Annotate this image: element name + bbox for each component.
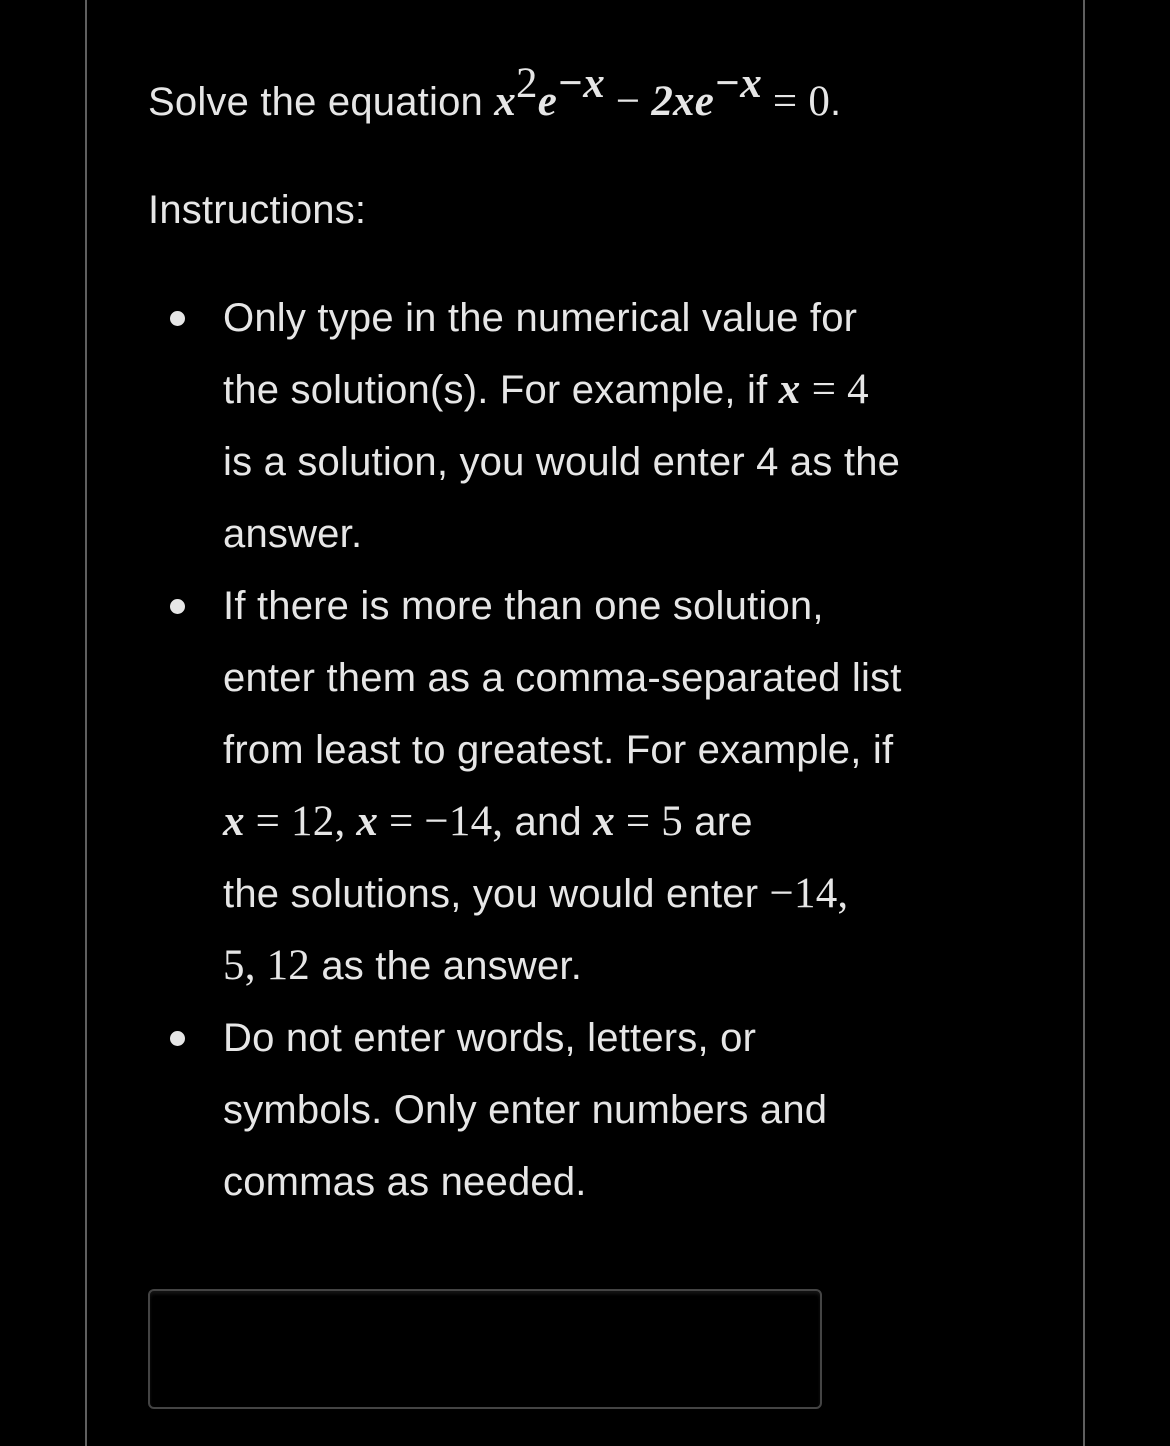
- instruction-text: Only type in the numerical value for: [223, 296, 858, 340]
- equation-rhs: = 0: [761, 78, 831, 125]
- instructions-heading: Instructions:: [148, 188, 367, 232]
- equation-e2: e: [694, 78, 715, 125]
- bullet-1-line: [223, 426, 900, 498]
- bullet-1-line: [223, 282, 857, 354]
- instruction-text: and: [503, 800, 594, 844]
- instruction-text: are: [682, 800, 753, 844]
- question-suffix: .: [830, 80, 842, 124]
- bullet-3-line: [223, 1146, 587, 1218]
- equation-exp1: −x: [556, 60, 605, 107]
- instruction-text: enter them as a comma-separated list: [223, 656, 902, 700]
- instruction-text: from least to greatest. For example, if: [223, 728, 894, 772]
- question-prefix: Solve the equation: [148, 80, 495, 124]
- math-expression: = 12,: [244, 798, 357, 845]
- bullet-2-line: [223, 642, 902, 714]
- bullet-icon: [170, 599, 185, 614]
- bullet-1-line: [223, 354, 869, 426]
- bullet-2-line: [223, 786, 753, 858]
- instruction-text: the solutions, you would enter: [223, 872, 770, 916]
- math-variable: x: [778, 366, 801, 413]
- math-variable: x: [223, 798, 245, 845]
- math-expression: = 4: [811, 366, 869, 413]
- bullet-icon: [170, 311, 185, 326]
- equation-2x: 2x: [651, 78, 695, 125]
- left-border: [85, 0, 87, 1446]
- bullet-2-line: [223, 858, 848, 930]
- instruction-text: as the answer.: [310, 944, 583, 988]
- equation-square: 2: [515, 60, 538, 107]
- equation-exp2: −x: [714, 60, 762, 107]
- question-text: [148, 60, 842, 138]
- math-expression: = −14,: [378, 798, 504, 845]
- instruction-text: Do not enter words, letters, or: [223, 1016, 757, 1060]
- instruction-text: the solution(s). For example, if: [223, 368, 779, 412]
- math-expression: = 5: [614, 798, 683, 845]
- math-expression: −14,: [769, 870, 849, 917]
- bullet-1-line: [223, 498, 362, 570]
- equation-minus: −: [604, 78, 652, 125]
- instruction-text: symbols. Only enter numbers and: [223, 1088, 828, 1132]
- instruction-text: answer.: [223, 512, 363, 556]
- math-expression: 5, 12: [223, 942, 310, 989]
- equation-e1: e: [537, 78, 557, 125]
- bullet-3-line: [223, 1074, 827, 1146]
- bullet-2-line: [223, 930, 582, 1002]
- equation-x: x: [494, 78, 516, 125]
- math-variable: x: [356, 798, 379, 845]
- right-border: [1083, 0, 1085, 1446]
- instruction-text: commas as needed.: [223, 1160, 587, 1204]
- bullet-2-line: [223, 714, 893, 786]
- bullet-2-line: [223, 570, 824, 642]
- bullet-3-line: [223, 1002, 756, 1074]
- instruction-text: If there is more than one solution,: [223, 584, 824, 628]
- answer-input[interactable]: [148, 1289, 822, 1409]
- math-variable: x: [593, 798, 615, 845]
- instruction-text: [800, 368, 811, 412]
- instruction-text: is a solution, you would enter 4 as the: [223, 440, 901, 484]
- bullet-icon: [170, 1031, 185, 1046]
